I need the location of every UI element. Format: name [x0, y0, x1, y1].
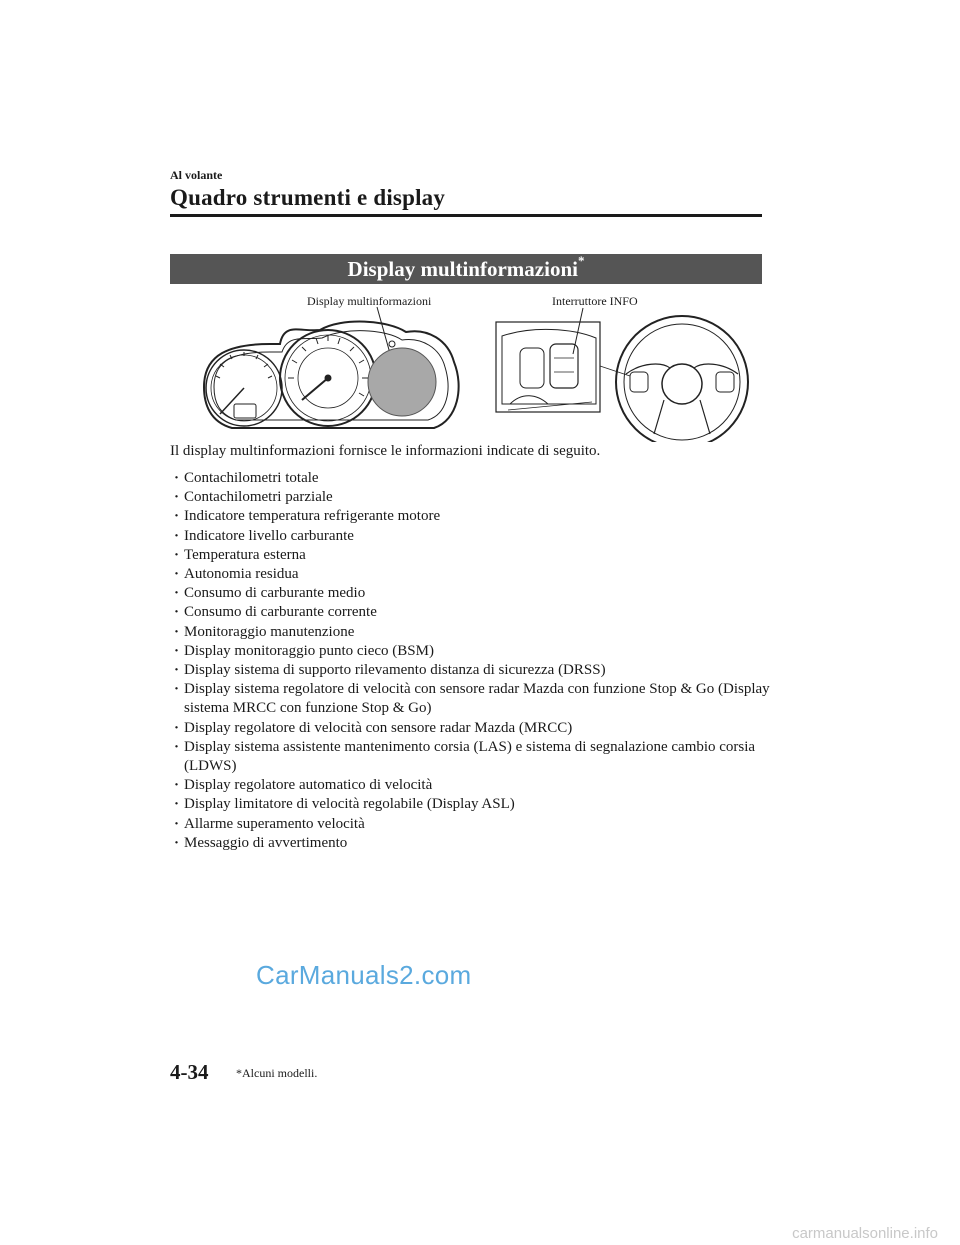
callout-switch-leader	[573, 308, 583, 354]
list-item: · Display regolatore automatico di velocità	[174, 776, 774, 795]
tachometer-needle	[220, 388, 244, 414]
list-item: · Display sistema di supporto rilevamento distanza di sicurezza (DRSS)	[174, 661, 774, 680]
footnote: *Alcuni modelli.	[236, 1066, 318, 1080]
list-item: · Display sistema assistente mantenimento corsia (LAS) e sistema di segnalazione cambio corsia (LDWS)	[174, 738, 774, 776]
watermark-logo: CarManuals2.com	[256, 960, 472, 990]
feature-list	[174, 469, 774, 853]
speedometer-ticks	[288, 335, 368, 396]
callout-display-label: Display multinformazioni	[307, 294, 432, 308]
list-item: · Indicatore temperatura refrigerante motore	[174, 507, 774, 526]
list-item: · Contachilometri totale	[174, 469, 774, 488]
gear-indicator	[234, 404, 256, 418]
page-number: 4-34	[170, 1060, 209, 1084]
banner-title: Display multinformazioni	[347, 257, 578, 281]
list-item: · Display regolatore di velocità con sensore radar Mazda (MRCC)	[174, 719, 774, 738]
list-item: · Display monitoraggio punto cieco (BSM)	[174, 642, 774, 661]
list-item: · Display sistema regolatore di velocità con sensore radar Mazda con funzione Stop & Go (Display sistema MRCC con funzione Stop & Go)	[174, 680, 774, 718]
intro-paragraph: Il display multinformazioni fornisce le informazioni indicate di seguito.	[170, 443, 601, 459]
list-item: · Messaggio di avvertimento	[174, 834, 774, 853]
info-switch-detail	[496, 322, 600, 412]
list-item: · Monitoraggio manutenzione	[174, 623, 774, 642]
speedometer-needle	[302, 378, 328, 400]
list-item: · Temperatura esterna	[174, 546, 774, 565]
steering-wheel	[616, 316, 748, 442]
section-label: Al volante	[170, 168, 223, 182]
instrument-cluster	[204, 322, 459, 428]
list-item: · Consumo di carburante corrente	[174, 603, 774, 622]
multi-information-display	[368, 348, 436, 416]
list-item: · Consumo di carburante medio	[174, 584, 774, 603]
page-title: Quadro strumenti e display	[170, 185, 446, 210]
list-item: · Display limitatore di velocità regolabile (Display ASL)	[174, 795, 774, 814]
list-item: · Autonomia residua	[174, 565, 774, 584]
callout-info-switch-label: Interruttore INFO	[552, 294, 638, 308]
list-item: · Allarme superamento velocità	[174, 815, 774, 834]
instrument-cluster-illustration	[192, 292, 752, 442]
list-item: · Contachilometri parziale	[174, 488, 774, 507]
title-rule	[170, 214, 762, 217]
site-watermark: carmanualsonline.info	[792, 1225, 938, 1242]
list-item: · Indicatore livello carburante	[174, 527, 774, 546]
section-banner	[170, 254, 762, 284]
banner-asterisk: *	[577, 253, 585, 268]
